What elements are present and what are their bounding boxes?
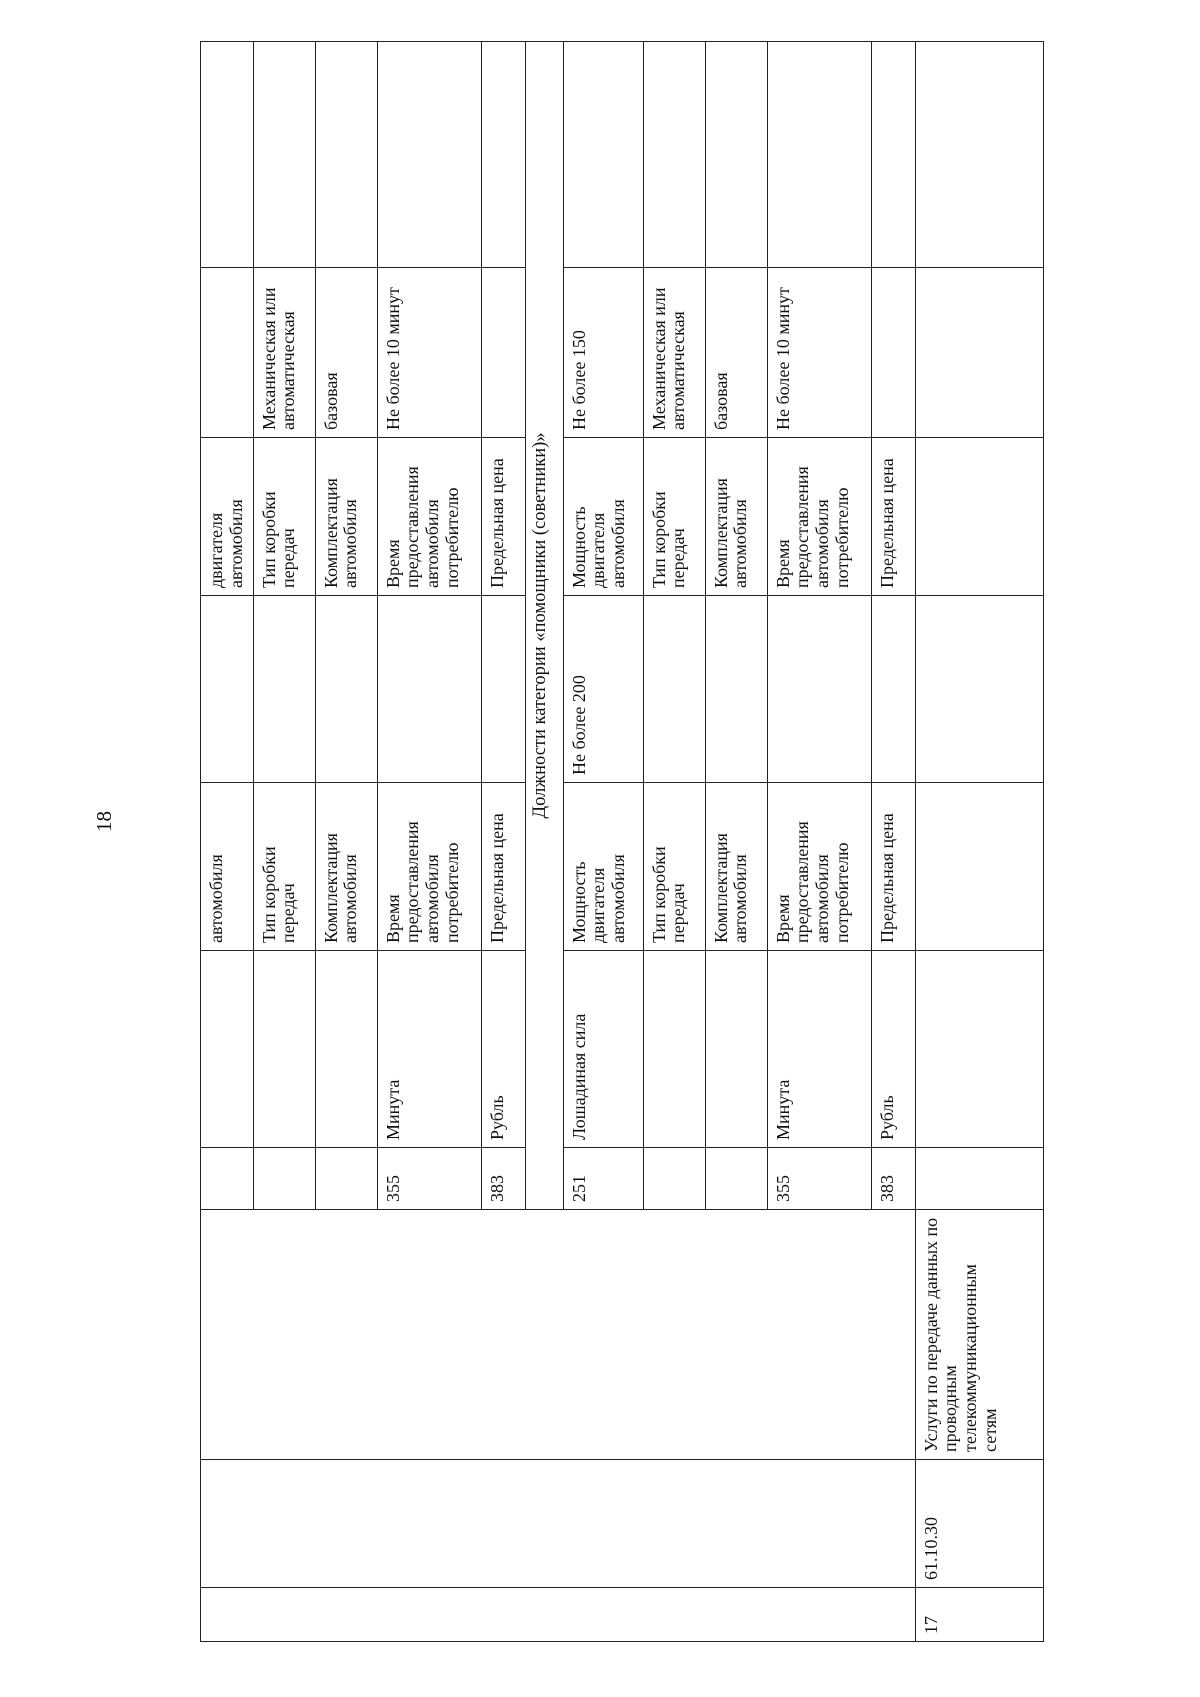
table-cell <box>915 438 1043 596</box>
table-cell <box>705 951 767 1148</box>
table-cell <box>253 596 315 783</box>
table-cell: Минута <box>377 951 481 1148</box>
table-cell <box>705 42 767 268</box>
table-cell: 355 <box>377 1148 481 1210</box>
table-cell: Время предоставления автомобиля потребителю <box>377 438 481 596</box>
table-cell <box>315 596 377 783</box>
table-cell: Рубль <box>481 951 525 1148</box>
table-cell <box>871 268 915 438</box>
table-cell: базовая <box>315 268 377 438</box>
table-cell: Тип коробки передач <box>643 438 705 596</box>
table-cell: Не более 150 <box>563 268 643 438</box>
table-cell <box>525 1588 563 1642</box>
table-cell: Тип коробки передач <box>253 783 315 951</box>
table-cell <box>201 1588 254 1642</box>
table-cell: Мощность двигателя автомобиля <box>563 783 643 951</box>
table-cell <box>871 596 915 783</box>
table-cell: Комплектация автомобиля <box>315 438 377 596</box>
table-cell: Время предоставления автомобиля потребителю <box>377 783 481 951</box>
table-cell: 383 <box>871 1148 915 1210</box>
table-cell <box>201 596 254 783</box>
table-cell <box>201 1148 254 1210</box>
table-cell: Механическая или автоматическая <box>643 268 705 438</box>
table-cell: автомобиля <box>201 783 254 951</box>
table-cell <box>643 596 705 783</box>
table-cell <box>481 1588 525 1642</box>
table-row <box>915 42 1043 1642</box>
table-cell <box>767 596 871 783</box>
table-cell: 383 <box>481 1148 525 1210</box>
table-cell: Не более 10 минут <box>767 268 871 438</box>
table-cell <box>871 1588 915 1642</box>
table-cell <box>915 42 1043 268</box>
table-cell <box>705 1148 767 1210</box>
table-cell <box>315 1460 377 1588</box>
table-cell <box>643 1148 705 1210</box>
table-cell: Не более 200 <box>563 596 643 783</box>
specification-table <box>200 41 1044 1642</box>
table-cell <box>253 42 315 268</box>
table-cell <box>643 1460 705 1588</box>
table-cell <box>705 596 767 783</box>
section-title: Должности категории «помощники (советники)» <box>525 42 563 1210</box>
table-cell <box>201 1460 254 1588</box>
table-cell <box>481 596 525 783</box>
table-cell: Предельная цена <box>871 438 915 596</box>
table-cell: Минута <box>767 951 871 1148</box>
table-cell <box>377 1460 481 1588</box>
table-cell <box>377 42 481 268</box>
table-cell <box>915 1148 1043 1210</box>
table-cell <box>201 268 254 438</box>
table-cell <box>563 1588 643 1642</box>
table-cell <box>767 1460 871 1588</box>
table-cell <box>481 42 525 268</box>
table-cell: 251 <box>563 1148 643 1210</box>
page-number: 18 <box>92 811 116 832</box>
table-cell <box>201 42 254 268</box>
table-cell: Не более 10 минут <box>377 268 481 438</box>
table-cell <box>315 1148 377 1210</box>
table-cell <box>481 268 525 438</box>
table-cell: Время предоставления автомобиля потребителю <box>767 438 871 596</box>
table-cell: Лошадиная сила <box>563 951 643 1148</box>
table-cell: Мощность двигателя автомобиля <box>563 438 643 596</box>
table-cell <box>377 1588 481 1642</box>
table-cell <box>201 1210 916 1460</box>
rotated-table-wrapper <box>200 42 1130 1642</box>
table-cell <box>705 1588 767 1642</box>
table-cell <box>915 268 1043 438</box>
table-cell <box>871 42 915 268</box>
table-cell: Комплектация автомобиля <box>315 783 377 951</box>
table-cell: Тип коробки передач <box>253 438 315 596</box>
table-cell <box>643 1588 705 1642</box>
table-cell <box>767 1588 871 1642</box>
table-cell: Комплектация автомобиля <box>705 783 767 951</box>
table-cell <box>563 42 643 268</box>
table-cell: двигателя автомобиля <box>201 438 254 596</box>
table-cell <box>253 1588 315 1642</box>
table-cell <box>525 1460 563 1588</box>
table-cell: Рубль <box>871 951 915 1148</box>
table-cell <box>705 1460 767 1588</box>
table-cell <box>377 596 481 783</box>
table-cell: 355 <box>767 1148 871 1210</box>
table-cell: Комплектация автомобиля <box>705 438 767 596</box>
okpd-code: 61.10.30 <box>915 1460 1043 1588</box>
table-cell <box>481 1460 525 1588</box>
table-cell <box>315 42 377 268</box>
table-cell <box>915 783 1043 951</box>
table-cell: Тип коробки передач <box>643 783 705 951</box>
table-cell: Предельная цена <box>481 438 525 596</box>
table-cell <box>915 596 1043 783</box>
table-cell <box>253 1460 315 1588</box>
table-cell <box>563 1460 643 1588</box>
table-cell: Предельная цена <box>871 783 915 951</box>
table-cell: базовая <box>705 268 767 438</box>
table-cell <box>315 1588 377 1642</box>
table-cell <box>253 1148 315 1210</box>
table-cell <box>253 951 315 1148</box>
table-cell: Механическая или автоматическая <box>253 268 315 438</box>
table-cell <box>201 951 254 1148</box>
table-cell <box>643 951 705 1148</box>
service-name: Услуги по передаче данных по проводным телекоммуникационным сетям <box>915 1210 1043 1460</box>
row-number: 17 <box>915 1588 1043 1642</box>
table-cell <box>643 42 705 268</box>
table-cell <box>315 951 377 1148</box>
table-cell <box>915 951 1043 1148</box>
table-cell: Время предоставления автомобиля потребителю <box>767 783 871 951</box>
table-row <box>201 42 254 1642</box>
table-cell: Предельная цена <box>481 783 525 951</box>
table-cell <box>767 42 871 268</box>
table-cell <box>871 1460 915 1588</box>
